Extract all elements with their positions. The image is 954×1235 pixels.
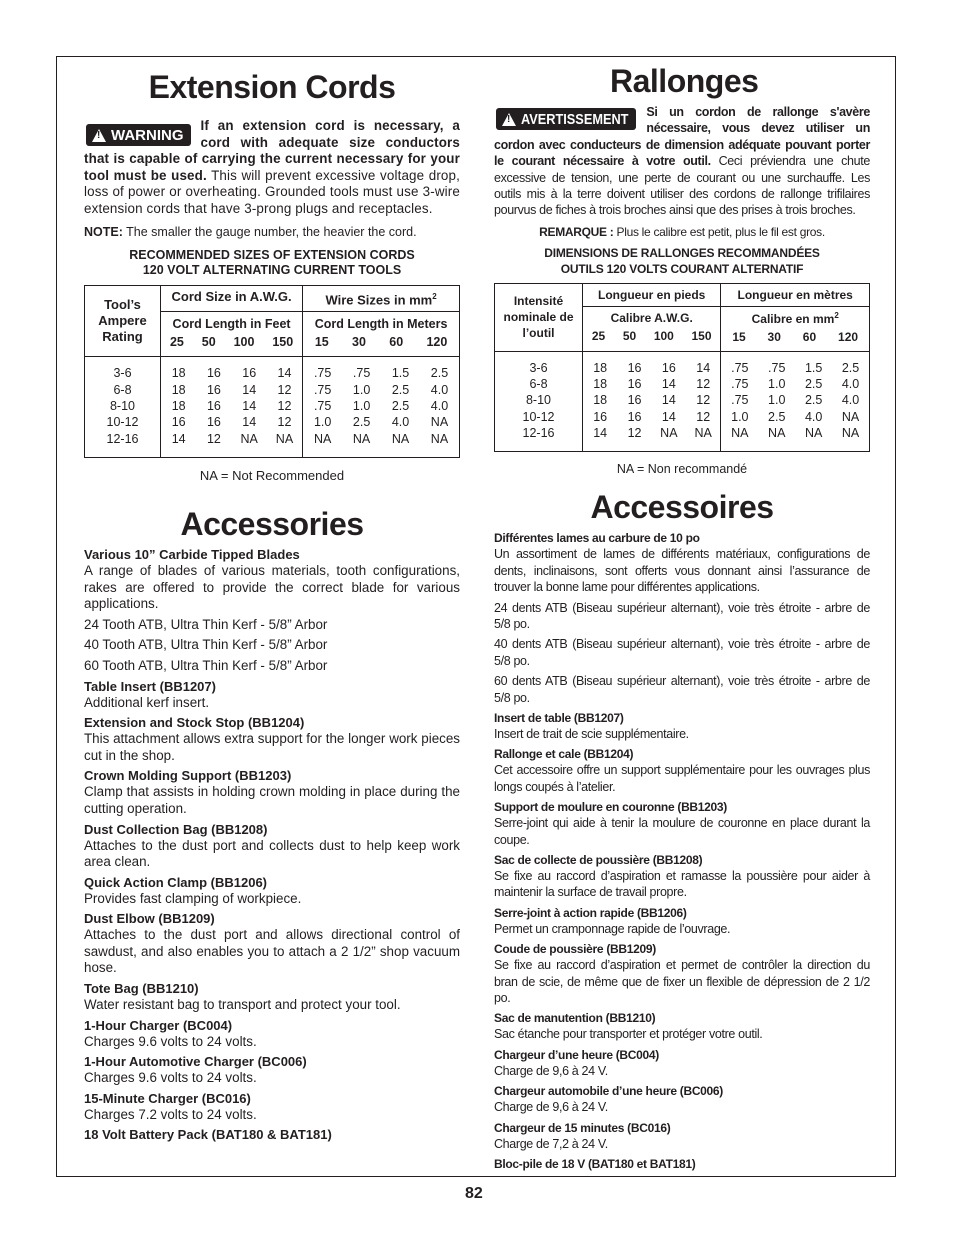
awg-cell: 12 [277, 382, 292, 397]
accessory-item [84, 1054, 460, 1087]
accessoires-title: Accessoires [590, 489, 774, 526]
accessory-item [84, 1091, 460, 1124]
accessory-text: Charges 9.6 volts to 24 volts. [84, 1033, 257, 1049]
awg-cell: 16 [627, 393, 642, 408]
table-title: RECOMMENDED SIZES OF EXTENSION CORDS 120 VOLT ALTERNATING CURRENT TOOLS [129, 248, 415, 278]
page-number: 82 [465, 1185, 483, 1202]
avertissement-block [494, 104, 870, 219]
feet-length: 150 [272, 335, 294, 350]
intensite-header: Intensité nominale de l’outil [495, 283, 583, 351]
accessory-item [494, 710, 870, 742]
avertissement-text: Si un cordon de rallonge s'avère nécessaire, vous devez utiliser un cordon avec conducteurs de dimension adéquate pouvant porter le courant nécessaire à votre outil. Ceci préviendra une chute excessive de tension, une perte de courant ou une surchauffe. Les outils mis à la terre doivent utiliser des cordons de rallonge trifilaires pourvus de fiches à trois broches ainsi que des prises à trois broches. [494, 105, 870, 218]
mm-cell: 1.0 [768, 377, 786, 392]
meter-length: 15 [314, 335, 329, 350]
extension-cord-table [84, 285, 460, 458]
accessoires-list [494, 530, 870, 1172]
accessory-text: Additional kerf insert. [84, 694, 210, 710]
accessory-text: 40 Tooth ATB, Ultra Thin Kerf - 5/8” Arbor [84, 637, 328, 653]
accessory-title: 1-Hour Automotive Charger (BC006) [84, 1054, 307, 1070]
accessory-title: 18 Volt Battery Pack (BAT180 & BAT181) [84, 1127, 332, 1143]
awg-cell: 18 [171, 366, 186, 381]
awg-row [583, 376, 720, 392]
mm-cell: 4.0 [841, 377, 860, 392]
meter-length: 120 [838, 329, 859, 344]
awg-cell: 14 [661, 377, 676, 392]
accessory-text: This attachment allows extra support for the longer work pieces cut in the shop. [84, 731, 460, 763]
meter-length: 60 [802, 329, 817, 344]
ampere-rating: 12-16 [106, 431, 139, 446]
accessory-title: Chargeur automobile d’une heure (BC006) [494, 1084, 724, 1099]
mm-cell: 2.5 [391, 399, 410, 414]
feet-length: 150 [691, 328, 712, 343]
feet-length: 25 [591, 328, 606, 343]
mm-cell: NA [430, 415, 449, 430]
accessory-text: 60 Tooth ATB, Ultra Thin Kerf - 5/8” Arbor [84, 657, 328, 673]
feet-header-fr: Longueur en pieds [583, 283, 721, 306]
mm-cell: .75 [313, 399, 332, 414]
accessory-text: Cet accessoire offre un support supplémentaire pour les ouvrages plus longs coupés à l’atelier. [494, 763, 870, 794]
accessory-title: Quick Action Clamp (BB1206) [84, 874, 268, 890]
accessory-title: Chargeur d’une heure (BC004) [494, 1047, 659, 1062]
accessory-item [494, 673, 870, 706]
note: NOTE: The smaller the gauge number, the heavier the cord. [84, 224, 417, 239]
awg-cell: 14 [242, 382, 257, 397]
ampere-rating: 6-8 [529, 377, 548, 392]
accessory-title: Insert de table (BB1207) [494, 710, 624, 725]
accessory-item [494, 905, 870, 937]
ampere-header: Tool’s Ampere Rating [85, 286, 161, 357]
accessory-title: Différentes lames au carbure de 10 po [494, 531, 700, 546]
awg-cell: 16 [206, 382, 221, 397]
feet-length: 100 [233, 335, 255, 350]
mm-cell: 2.5 [352, 415, 371, 430]
accessory-text: 60 dents ATB (Biseau supérieur alternant), voie très étroite - arbre de 5/8 po. [494, 674, 870, 705]
meters-subheader: Cord Length in Meters 15 30 60 120 [303, 312, 460, 357]
awg-cell: 14 [696, 360, 711, 375]
accessory-text: Insert de trait de scie supplémentaire. [494, 726, 689, 741]
accessory-text: Clamp that assists in holding crown molding in place during the cutting operation. [84, 784, 460, 816]
rallonges-title: Rallonges [610, 63, 759, 99]
mm-cell: 1.0 [352, 399, 371, 414]
accessory-text: Water resistant bag to transport and protect your tool. [84, 997, 401, 1013]
awg-subheader-fr: Calibre A.W.G. 25 50 100 150 [583, 306, 721, 351]
awg-row [583, 425, 720, 441]
accessory-title: Extension and Stock Stop (BB1204) [84, 715, 305, 731]
mm-cell: NA [841, 409, 860, 424]
mm-cell: 4.0 [841, 393, 860, 408]
remarque: REMARQUE : Plus le calibre est petit, plus le fil est gros. [539, 224, 825, 239]
accessory-item [84, 637, 460, 654]
accessories-list [84, 547, 460, 1143]
awg-cell: 14 [242, 415, 257, 430]
mm-row [303, 365, 459, 381]
awg-row [583, 360, 720, 376]
awg-row [161, 414, 302, 430]
mm-row [721, 409, 869, 425]
mm-cell: 1.5 [804, 360, 823, 375]
accessory-text: 24 dents ATB (Biseau supérieur alternant), voie très étroite - arbre de 5/8 po. [494, 600, 870, 631]
accessories-title: Accessories [180, 505, 364, 542]
mm-cell: .75 [731, 393, 749, 408]
accessory-text: Charge de 9,6 à 24 V. [494, 1063, 608, 1078]
awg-cell: 16 [627, 409, 642, 424]
mm-cell: 1.5 [391, 366, 410, 381]
awg-cell: 14 [277, 366, 292, 381]
accessory-item [494, 636, 870, 669]
mm-cell: 1.0 [768, 393, 786, 408]
accessory-text: Attaches to the dust port and allows directional control of sawdust, and also enables you to attach a 2 1/2” shop vacuum hose. [84, 927, 460, 976]
awg-cell: 16 [627, 360, 642, 375]
mm-cell: .75 [731, 360, 749, 375]
warning-text: If an extension cord is necessary, a cord with adequate size conductors that is capable of carrying the current necessary for your tool must be used. This will prevent excessive voltage drop, loss of power or overheating. Grounded tools must use 3-wire extension cords that have 3-prong plugs and receptacles. [84, 118, 460, 216]
mm-cell: NA [391, 431, 410, 446]
awg-header: Cord Size in A.W.G. [161, 286, 303, 312]
mm-cell: 2.5 [430, 366, 449, 381]
accessory-item [84, 715, 460, 764]
mm-cell: 4.0 [804, 409, 823, 424]
accessory-title: 15-Minute Charger (BC016) [84, 1090, 251, 1106]
accessory-title: Rallonge et cale (BB1204) [494, 747, 634, 762]
meter-length: 120 [426, 335, 448, 350]
awg-values [161, 357, 303, 457]
accessory-text: 40 dents ATB (Biseau supérieur alternant), voie très étroite - arbre de 5/8 po. [494, 637, 870, 668]
accessory-title: Support de moulure en couronne (BB1203) [494, 800, 727, 815]
accessory-text: Se fixe au raccord d’aspiration et permet de contrôler la direction du bran de scie, de même que de fixer un flexible de dépression de 2 1/2 po. [494, 958, 870, 1006]
accessory-item [84, 911, 460, 977]
ampere-rating: 8-10 [109, 399, 136, 414]
mm-cell: 2.5 [804, 377, 823, 392]
accessory-item [84, 547, 460, 613]
accessory-item [84, 617, 460, 634]
mm-cell: 1.0 [352, 382, 371, 397]
awg-cell: 12 [277, 399, 292, 414]
mm-cell: NA [313, 431, 332, 446]
awg-row [161, 431, 302, 447]
mm-row [303, 414, 459, 430]
awg-cell: 12 [696, 393, 711, 408]
rallonge-table [494, 283, 870, 452]
accessory-item [494, 852, 870, 901]
accessory-text: Un assortiment de lames de différents matériaux, configurations de dents, inclinaisons, sont offerts vous donnant ainsi l’assurance de trouver la bonne lame pour différentes applications. [494, 547, 870, 595]
awg-row [161, 365, 302, 381]
warning-triangle-icon: ! [92, 129, 106, 142]
awg-cell: NA [240, 431, 258, 446]
mm-cell: .75 [313, 366, 332, 381]
accessory-text: Serre-joint qui aide à tenir la moulure de couronne en place durant la coupe. [494, 816, 870, 847]
accessory-item [494, 1156, 870, 1172]
accessory-text: Charge de 9,6 à 24 V. [494, 1100, 608, 1115]
accessory-title: Coude de poussière (BB1209) [494, 942, 656, 957]
meter-length: 60 [389, 335, 404, 350]
mm-cell: 1.0 [313, 415, 332, 430]
feet-length: 50 [201, 335, 216, 350]
mm-row [721, 376, 869, 392]
mm-cell: 4.0 [391, 415, 410, 430]
meter-length: 30 [352, 335, 366, 350]
awg-cell: 16 [661, 360, 676, 375]
table-title-fr: DIMENSIONS DE RALLONGES RECOMMANDÉES OUTILS 120 VOLTS COURANT ALTERNATIF [544, 245, 820, 276]
awg-values-fr [583, 351, 721, 451]
na-note: NA = Not Recommended [199, 467, 345, 483]
mm-cell: NA [352, 431, 371, 446]
mm-row [303, 382, 459, 398]
accessory-text: Provides fast clamping of workpiece. [84, 890, 302, 906]
awg-cell: 18 [171, 399, 186, 414]
awg-cell: 12 [696, 377, 711, 392]
mm-cell: NA [768, 426, 786, 441]
accessory-item [494, 1083, 870, 1115]
accessory-text: 24 Tooth ATB, Ultra Thin Kerf - 5/8” Arbor [84, 616, 328, 632]
feet-length: 100 [653, 328, 674, 343]
mm-values [303, 357, 460, 457]
awg-row [583, 392, 720, 408]
awg-cell: 14 [661, 409, 676, 424]
ampere-rating: 3-6 [529, 360, 548, 375]
mm-cell: .75 [768, 360, 786, 375]
ampere-rating: 10-12 [106, 415, 139, 430]
accessory-title: Sac de collecte de poussière (BB1208) [494, 853, 703, 868]
mm-cell: .75 [313, 382, 332, 397]
accessory-text: Charges 7.2 volts to 24 volts. [84, 1106, 257, 1122]
accessory-title: Dust Elbow (BB1209) [84, 911, 215, 927]
awg-cell: 14 [171, 431, 186, 446]
accessory-item [84, 981, 460, 1014]
meters-header-fr: Longueur en mètres [721, 283, 870, 306]
accessory-item [84, 1127, 460, 1143]
awg-cell: 12 [627, 426, 642, 441]
awg-cell: 18 [593, 393, 608, 408]
accessory-item [84, 822, 460, 871]
mm-row [721, 360, 869, 376]
mm-cell: 2.5 [841, 360, 860, 375]
mm-cell: 2.5 [768, 409, 786, 424]
french-column [494, 62, 870, 1176]
accessory-title: Sac de manutention (BB1210) [494, 1011, 656, 1026]
accessory-title: Bloc-pile de 18 V (BAT180 et BAT181) [494, 1157, 696, 1172]
awg-cell: 12 [206, 431, 221, 446]
meter-length: 30 [767, 329, 781, 344]
mm-subheader-fr: Calibre en $mm^2$ 15 30 60 120 [721, 306, 870, 351]
ampere-rating: 12-16 [522, 426, 555, 441]
warning-badge: ! WARNING [86, 124, 191, 146]
accessory-text: Sac étanche pour transporter et protéger votre outil. [494, 1027, 763, 1042]
mm-cell: .75 [352, 366, 371, 381]
accessory-item [494, 600, 870, 633]
mm-cell: NA [731, 426, 749, 441]
intensite-values [495, 351, 583, 451]
awg-cell: 16 [242, 366, 257, 381]
accessory-item [84, 658, 460, 675]
awg-cell: 18 [593, 377, 608, 392]
warning-block [84, 118, 460, 218]
ampere-values [85, 357, 161, 457]
ampere-rating: 6-8 [113, 382, 132, 397]
mm-cell: 4.0 [430, 382, 449, 397]
mm-cell: NA [430, 431, 449, 446]
accessory-title: Various 10” Carbide Tipped Blades [84, 546, 300, 562]
accessory-text: Attaches to the dust port and collects dust to help keep work area clean. [84, 837, 460, 870]
mm-row [721, 425, 869, 441]
awg-cell: 18 [593, 360, 608, 375]
mm-cell: 4.0 [430, 399, 449, 414]
accessory-item [494, 746, 870, 795]
accessory-text: Permet un cramponnage rapide de l’ouvrage. [494, 921, 731, 936]
english-column [84, 62, 460, 1147]
accessory-title: Tote Bag (BB1210) [84, 981, 199, 997]
feet-length: 25 [169, 335, 184, 350]
awg-row [583, 409, 720, 425]
awg-cell: 18 [171, 382, 186, 397]
mm-cell: NA [804, 426, 823, 441]
accessory-item [494, 1120, 870, 1152]
awg-cell: 14 [593, 426, 608, 441]
awg-cell: NA [660, 426, 678, 441]
accessory-item [494, 1047, 870, 1079]
mm-row [303, 398, 459, 414]
meter-length: 15 [732, 329, 746, 344]
awg-cell: NA [275, 431, 294, 446]
awg-cell: 16 [627, 377, 642, 392]
mm-cell: .75 [731, 377, 749, 392]
awg-cell: 16 [171, 415, 186, 430]
warning-triangle-icon: ! [502, 113, 516, 126]
accessory-item [84, 679, 460, 712]
mm-cell: NA [841, 426, 860, 441]
awg-cell: 14 [242, 399, 257, 414]
accessory-title: Chargeur de 15 minutes (BC016) [494, 1120, 671, 1135]
feet-length: 50 [622, 328, 637, 343]
awg-row [161, 398, 302, 414]
accessory-title: Serre-joint à action rapide (BB1206) [494, 905, 687, 920]
accessory-title: 1-Hour Charger (BC004) [84, 1017, 233, 1033]
na-note-fr: NA = Non recommandé [616, 462, 748, 477]
awg-row [161, 382, 302, 398]
awg-cell: NA [694, 426, 712, 441]
accessory-text: Charge de 7,2 à 24 V. [494, 1136, 608, 1151]
feet-subheader: Cord Length in Feet 25 50 100 150 [161, 312, 303, 357]
accessory-text: Charges 9.6 volts to 24 volts. [84, 1070, 257, 1086]
ampere-rating: 3-6 [113, 366, 132, 381]
accessory-item [84, 875, 460, 908]
mm-row [303, 431, 459, 447]
accessory-title: Dust Collection Bag (BB1208) [84, 821, 268, 837]
avertissement-badge: ! AVERTISSEMENT [496, 108, 636, 130]
accessory-text: Se fixe au raccord d’aspiration et ramasse la poussière pour aider à maintenir la surface de travail propre. [494, 869, 870, 900]
accessory-item [84, 1018, 460, 1051]
accessory-text: A range of blades of various materials, tooth configurations, rakes are offered to provide the correct blade for various applications. [84, 562, 460, 612]
awg-cell: 12 [696, 409, 711, 424]
ampere-rating: 8-10 [525, 393, 552, 408]
awg-cell: 16 [206, 399, 221, 414]
accessory-item [494, 1010, 870, 1042]
awg-cell: 16 [206, 366, 221, 381]
mm-cell: 2.5 [804, 393, 823, 408]
ampere-rating: 10-12 [522, 409, 555, 424]
accessory-title: Crown Molding Support (BB1203) [84, 768, 292, 784]
awg-cell: 14 [661, 393, 676, 408]
accessory-item [84, 768, 460, 817]
awg-cell: 12 [277, 415, 292, 430]
awg-cell: 16 [206, 415, 221, 430]
mm-cell: 2.5 [391, 382, 410, 397]
mm-row [721, 392, 869, 408]
accessory-item [494, 941, 870, 1006]
mm-header: Wire Sizes in $mm^2$ [303, 286, 460, 312]
mm-cell: 1.0 [731, 409, 749, 424]
accessory-item [494, 799, 870, 848]
accessory-title: Table Insert (BB1207) [84, 678, 216, 694]
awg-cell: 16 [593, 409, 608, 424]
accessory-item [494, 530, 870, 595]
mm-values-fr [721, 351, 870, 451]
extension-cords-title: Extension Cords [148, 69, 396, 105]
